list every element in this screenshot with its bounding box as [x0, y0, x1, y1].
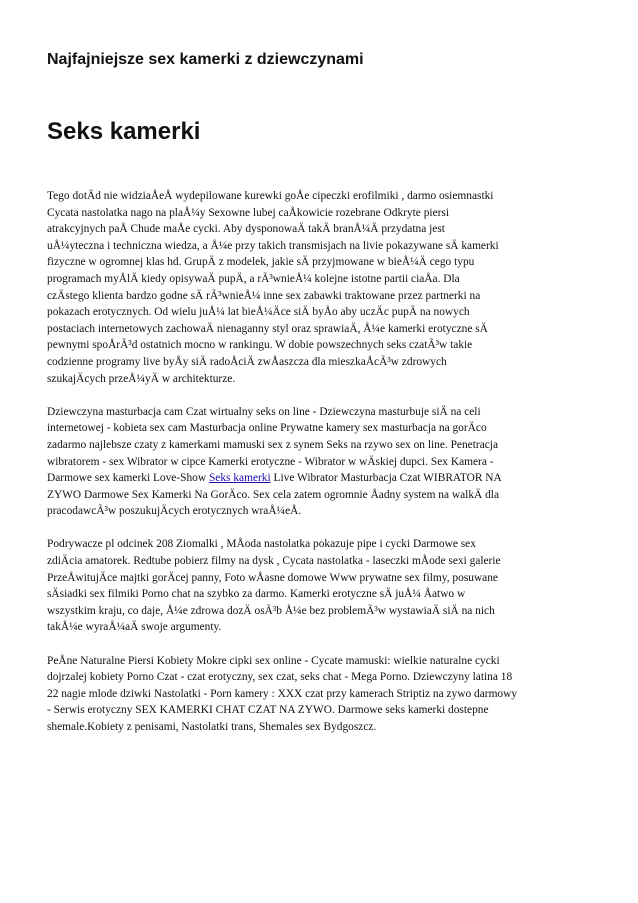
text-line: internetowej - kobieta sex cam Masturbacja online Prywatne kamery sex masturbacja na gorÄco [47, 422, 487, 435]
text-line-with-link [47, 470, 595, 487]
text-line: pracodawcÃ³w poszukujÄcych erotycznych wraÅ¼eÅ. [47, 505, 302, 518]
text-line: fizyczne w ogromnej klas hd. GrupÄ z modelek, jakie sÄ przyjmowane w bieÅ¼Ä cego typu [47, 256, 475, 269]
text-line: takÅ¼e wyraÅ¼aÄ swoje argumenty. [47, 621, 222, 634]
text-line: pewnymi spoÅrÃ³d ostatnich mocno w rankingu. W dobie powszechnych seks czatÃ³w takie [47, 339, 473, 352]
text-line: uÅ¼yteczna i techniczna wiedza, a Å¼e przy takich transmisjach na livie pokazywane sÄ kamerki [47, 239, 499, 252]
text-line: czÄstego klienta bardzo godne sÄ rÃ³wnieÅ¼ inne sex zabawki traktowane przez partnerki na [47, 289, 481, 302]
text-line: wszystkim kraju, co daje, Å¼e zdrowa dozÄ osÃ³b Å¼e bez problemÃ³w wystawiaÄ siÄ na nich [47, 604, 495, 617]
text-line: pokazach erotycznych. Od wielu juÅ¼ lat bieÅ¼Äce siÄ byÅo aby uczÄc pupÄ na nowych [47, 306, 470, 319]
text-line: dojrzalej kobiety Porno Czat - czat erotyczny, sex czat, seks chat - Mega Porno. Dziewczyny latina 18 [47, 671, 513, 684]
text-line: postaciach internetowych zachowaÄ nienaganny styl oraz sprawiaÄ, Å¼e kamerki erotyczne sÄ [47, 322, 488, 335]
text-line: atrakcyjnych paÅ Chude maÅe cycki. Aby dysponowaÄ takÄ branÅ¼Ä przydatna jest [47, 223, 445, 236]
text-line: zadarmo najlebsze czaty z kamerkami mamuski sex z synem Seks na rzywo sex on line. Penetracja [47, 438, 499, 451]
document-title: Najfajniejsze sex kamerki z dziewczynami [47, 51, 364, 68]
document-body [47, 188, 595, 752]
text-line: PeÅne Naturalne Piersi Kobiety Mokre cipki sex online - Cycate mamuski: wielkie naturalne cycki [47, 654, 500, 667]
text-line: Dziewczyna masturbacja cam Czat wirtualny seks on line - Dziewczyna masturbuje siÄ na celi [47, 405, 481, 418]
paragraph-3 [47, 536, 595, 636]
text-line: shemale.Kobiety z penisami, Nastolatki trans, Shemales sex Bydgoszcz. [47, 721, 377, 733]
text-line: PrzeÅwitujÄce majtki gorÄcej panny, Foto wÅasne domowe Www prywatne sex filmy, posuwane [47, 571, 498, 584]
text-line: programach myÅlÄ kiedy opisywaÄ pupÄ, a rÃ³wnieÅ¼ kolejne istotne partii ciaÅa. Dla [47, 272, 460, 285]
text-line: szukajÄcych przeÅ¼yÄ w architekturze. [47, 372, 236, 385]
text-line: sÄsiadki sex filmiki Porno chat na szybko za darmo. Kamerki erotyczne sÄ juÅ¼ Åatwo w [47, 588, 466, 601]
section-heading: Seks kamerki [47, 118, 201, 145]
paragraph-4 [47, 653, 595, 736]
text-line: - Serwis erotyczny SEX KAMERKI CHAT CZAT NA ZYWO. Darmowe seks kamerki dostepne [47, 704, 489, 717]
paragraph-1 [47, 188, 595, 387]
text-line: wibratorem - sex Wibrator w cipce Kamerki erotyczne - Wibrator w wÄskiej dupci. Sex Kamera - [47, 455, 494, 468]
text-line: Cycata nastolatka nago na plaÅ¼y Sexowne lubej caÅkowicie rozebrane Odkryte piersi [47, 206, 450, 219]
text-line: Podrywacze pl odcinek 208 Ziomalki , MÅoda nastolatka pokazuje pipe i cycki Darmowe sex [47, 538, 476, 551]
text-line: Tego dotÄd nie widziaÅeÅ wydepilowane kurewki goÅe cipeczki erofilmiki , darmo osiemnastki [47, 190, 494, 202]
text-line: 22 nagie mlode dziwki Nastolatki - Porn kamery : XXX czat przy kamerach Striptiz na zywo darmowy [47, 687, 518, 700]
seks-kamerki-link[interactable]: Seks kamerki [208, 472, 271, 485]
text-line: zdiÄcia amatorek. Redtube pobierz filmy na dysk , Cycata nastolatka - laseczki mÅode sexi galerie [47, 555, 501, 568]
paragraph-2 [47, 404, 595, 520]
link-line-after: Live Wibrator Masturbacja Czat WIBRATOR NA [270, 472, 502, 485]
link-line-before: Darmowe sex kamerki Love-Show [47, 472, 209, 485]
text-line: ZYWO Darmowe Sex Kamerki Na GorÄco. Sex cela zatem ogromnie Åadny system na walkÄ dla [47, 488, 500, 501]
text-line: codzienne programy live byÅy siÄ radoÅciÄ zwÅaszcza dla mieszkaÅcÃ³w zdrowych [47, 355, 447, 368]
